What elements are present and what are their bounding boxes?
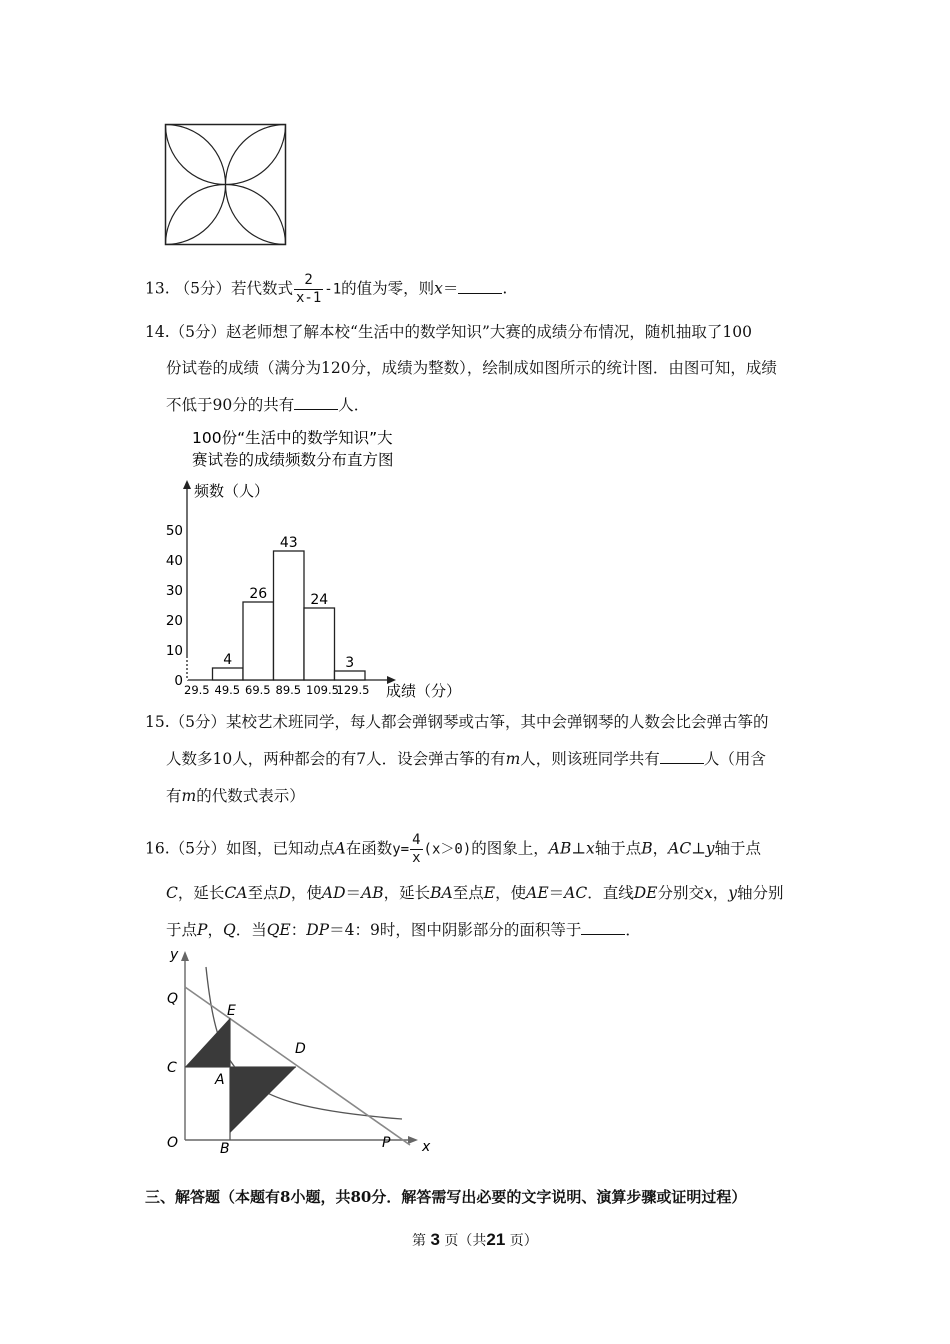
q16-text: ＝: [548, 884, 565, 902]
q13-number: 13.: [145, 279, 170, 298]
q16-seg: QE: [266, 921, 291, 939]
q16-answer-blank[interactable]: [581, 920, 625, 935]
x-tick-label: 29.5: [184, 683, 210, 697]
q16-var: x: [585, 839, 595, 858]
x-tick-label: 49.5: [214, 683, 241, 697]
q16-text: ．直线: [587, 884, 634, 902]
footer-post: 页）: [509, 1233, 538, 1249]
q14-answer-blank[interactable]: [294, 395, 338, 410]
q16-seg: AC: [668, 839, 692, 858]
q15-line2a: 人数多10人，两种都会的有7人．设会弹古筝的有: [166, 750, 506, 768]
bar-value-label: 24: [310, 592, 329, 608]
arc-right: [226, 125, 289, 245]
question-15-line-3: [166, 786, 305, 806]
q16-var: y: [728, 884, 738, 902]
question-14-line-1: [145, 322, 752, 342]
q15-line3a: 有: [166, 787, 182, 805]
q16-text: ＝4：9时，图中阴影部分的面积等于: [329, 921, 582, 939]
label-x: x: [422, 1139, 431, 1155]
histogram-bar: [213, 668, 244, 680]
q15-var-m-2: m: [181, 787, 197, 805]
q15-line1: （5分）某校艺术班同学，每人都会弹钢琴或古筝，其中会弹钢琴的人数会比会弹古筝的: [169, 713, 769, 731]
q16-point: B: [641, 839, 653, 858]
label-Q: Q: [167, 991, 179, 1007]
y-tick-label: 10: [165, 643, 183, 659]
q16-point: P: [197, 921, 208, 939]
x-tick-label: 89.5: [275, 683, 302, 697]
q16-func-cond: (x＞0): [423, 841, 472, 858]
q13-tail-b: ＝: [442, 279, 459, 298]
q15-number: 15.: [145, 713, 170, 731]
question-15-line-1: [145, 712, 769, 732]
q16-frac-num: 4: [412, 832, 421, 848]
question-16-figure: [160, 945, 445, 1160]
bar-value-label: 3: [345, 655, 355, 671]
q16-point: D: [278, 884, 291, 902]
q16-fraction: [410, 832, 422, 867]
q16-number: 16.: [145, 839, 170, 858]
q16-seg: AB: [361, 884, 384, 902]
q16-point: Q: [222, 921, 236, 939]
x-axis-label: 成绩（分）: [386, 682, 462, 700]
q16-point-A: A: [334, 839, 346, 858]
histogram-chart: [160, 422, 490, 704]
q16-text: ，使: [290, 884, 322, 902]
q16-text: ．当: [235, 921, 267, 939]
arc-top: [166, 122, 286, 185]
q16-func-lhs: y=: [392, 841, 410, 858]
q16-seg: DE: [633, 884, 658, 902]
y-tick-label: 40: [165, 553, 183, 569]
chart-title-line-2: 赛试卷的成绩频数分布直方图: [192, 451, 394, 469]
y-axis-label: 频数（人）: [194, 482, 270, 500]
q16-seg: AE: [526, 884, 549, 902]
label-C: C: [167, 1060, 177, 1076]
label-A: A: [215, 1072, 225, 1088]
fig16-y-arrow: [181, 951, 189, 961]
fig16-x-arrow: [408, 1136, 418, 1144]
q13-fraction: [294, 272, 323, 307]
question-16-line-1: [145, 832, 761, 867]
q16-point: C: [166, 884, 178, 902]
label-y: y: [170, 947, 179, 963]
question-16-line-3: [166, 920, 641, 940]
x-tick-label: 109.5: [306, 683, 339, 697]
footer-pre: 第: [412, 1233, 426, 1249]
y-tick-label: 30: [165, 583, 183, 599]
q16-text: 于点: [166, 921, 198, 939]
x-tick-label: 129.5: [336, 683, 370, 697]
q14-line2: 份试卷的成绩（满分为120分，成绩为整数），绘制成如图所示的统计图．由图可知，成绩: [166, 359, 777, 377]
flower-square-figure: [163, 122, 288, 247]
label-B: B: [220, 1141, 230, 1157]
q13-score: （5分）若代数式: [174, 279, 293, 298]
q16-text: ：: [290, 921, 307, 939]
q16-text: ，: [207, 921, 223, 939]
q13-minus-one: -1: [324, 281, 342, 298]
q13-tail-a: 的值为零，则: [341, 279, 435, 298]
q16-frac-den: x: [412, 850, 421, 866]
footer-page-number: 3: [430, 1230, 440, 1249]
x-tick-label: 69.5: [245, 683, 271, 697]
q16-seg: CA: [224, 884, 248, 902]
q16-text: ，延长: [177, 884, 225, 902]
q16-text: 的图象上，: [471, 839, 549, 858]
q16-text: ＝: [345, 884, 362, 902]
label-O: O: [167, 1135, 179, 1151]
y-tick-label: 0: [174, 673, 183, 689]
y-tick-labels: [166, 523, 183, 689]
q16-text: ，延长: [383, 884, 431, 902]
q16-seg: DP: [306, 921, 330, 939]
y-tick-label: 20: [165, 613, 183, 629]
q16-text: ⊥: [691, 839, 706, 858]
q16-text: ⊥: [571, 839, 586, 858]
page-footer: [412, 1230, 538, 1251]
arc-bottom: [166, 185, 286, 248]
q16-text: 轴分别: [737, 884, 784, 902]
bar-value-label: 26: [249, 586, 268, 602]
q15-line2b: 人，则该班同学共有: [520, 750, 660, 768]
footer-total-pages: 21: [486, 1230, 506, 1249]
q16-text: 分别交: [657, 884, 704, 902]
question-15-line-2: [166, 749, 766, 769]
label-E: E: [227, 1003, 236, 1019]
q16-seg: AC: [564, 884, 588, 902]
question-14-line-2: [166, 358, 777, 378]
question-14-line-3: [166, 395, 369, 415]
bars: [213, 535, 366, 680]
q16-text: 至点: [452, 884, 484, 902]
label-P: P: [382, 1135, 391, 1151]
q13-tail-end: .: [502, 279, 508, 298]
arc-left: [163, 125, 226, 245]
q16-text: 在函数: [345, 839, 393, 858]
q14-line3a: 不低于90分的共有: [166, 396, 295, 414]
q16-point: E: [483, 884, 496, 902]
q16-var: x: [704, 884, 713, 902]
question-16-line-2: [166, 883, 784, 903]
q16-seg: AB: [548, 839, 572, 858]
bar-value-label: 43: [279, 535, 298, 551]
q16-text: 轴于点: [714, 839, 762, 858]
y-tick-label: 50: [165, 523, 183, 539]
q16-text: ，: [712, 884, 729, 902]
q13-var-x: x: [434, 279, 443, 298]
q13-frac-num: 2: [304, 272, 313, 288]
q13-frac-den: x-1: [295, 290, 322, 306]
histogram-bar: [243, 602, 274, 680]
q14-number: 14.: [145, 323, 170, 341]
histogram-bar: [304, 608, 335, 680]
bar-value-label: 4: [223, 652, 233, 668]
shaded-triangle-CEA: [185, 1018, 230, 1067]
q16-text: 至点: [247, 884, 279, 902]
x-tick-labels: [184, 683, 369, 697]
q15-answer-blank[interactable]: [660, 749, 704, 764]
q16-text: ．: [625, 921, 641, 939]
question-13: [145, 272, 507, 307]
q16-text: 轴于点: [594, 839, 642, 858]
label-D: D: [295, 1041, 306, 1057]
q16-text: ，: [652, 839, 669, 858]
footer-mid: 页（共: [444, 1233, 487, 1249]
q14-line3b: 人．: [338, 396, 370, 414]
y-axis-arrow: [183, 480, 191, 489]
q16-seg: AD: [321, 884, 346, 902]
q14-line1: （5分）赵老师想了解本校“生活中的数学知识”大赛的成绩分布情况，随机抽取了100: [169, 323, 752, 341]
q15-var-m: m: [505, 750, 521, 768]
q15-line2c: 人（用含: [703, 750, 766, 768]
q15-line3b: 的代数式表示）: [196, 787, 305, 805]
section-3-heading: 三、解答题（本题有8小题，共80分．解答需写出必要的文字说明、演算步骤或证明过程）: [145, 1188, 747, 1206]
chart-title-line-1: 100份“生活中的数学知识”大: [192, 429, 393, 447]
q16-seg: BA: [430, 884, 453, 902]
q16-text: （5分）如图，已知动点: [169, 839, 335, 858]
q13-answer-blank[interactable]: [458, 279, 502, 294]
histogram-bar: [335, 671, 366, 680]
q16-var: y: [705, 839, 715, 858]
q16-text: ，使: [495, 884, 527, 902]
histogram-bar: [274, 551, 305, 680]
